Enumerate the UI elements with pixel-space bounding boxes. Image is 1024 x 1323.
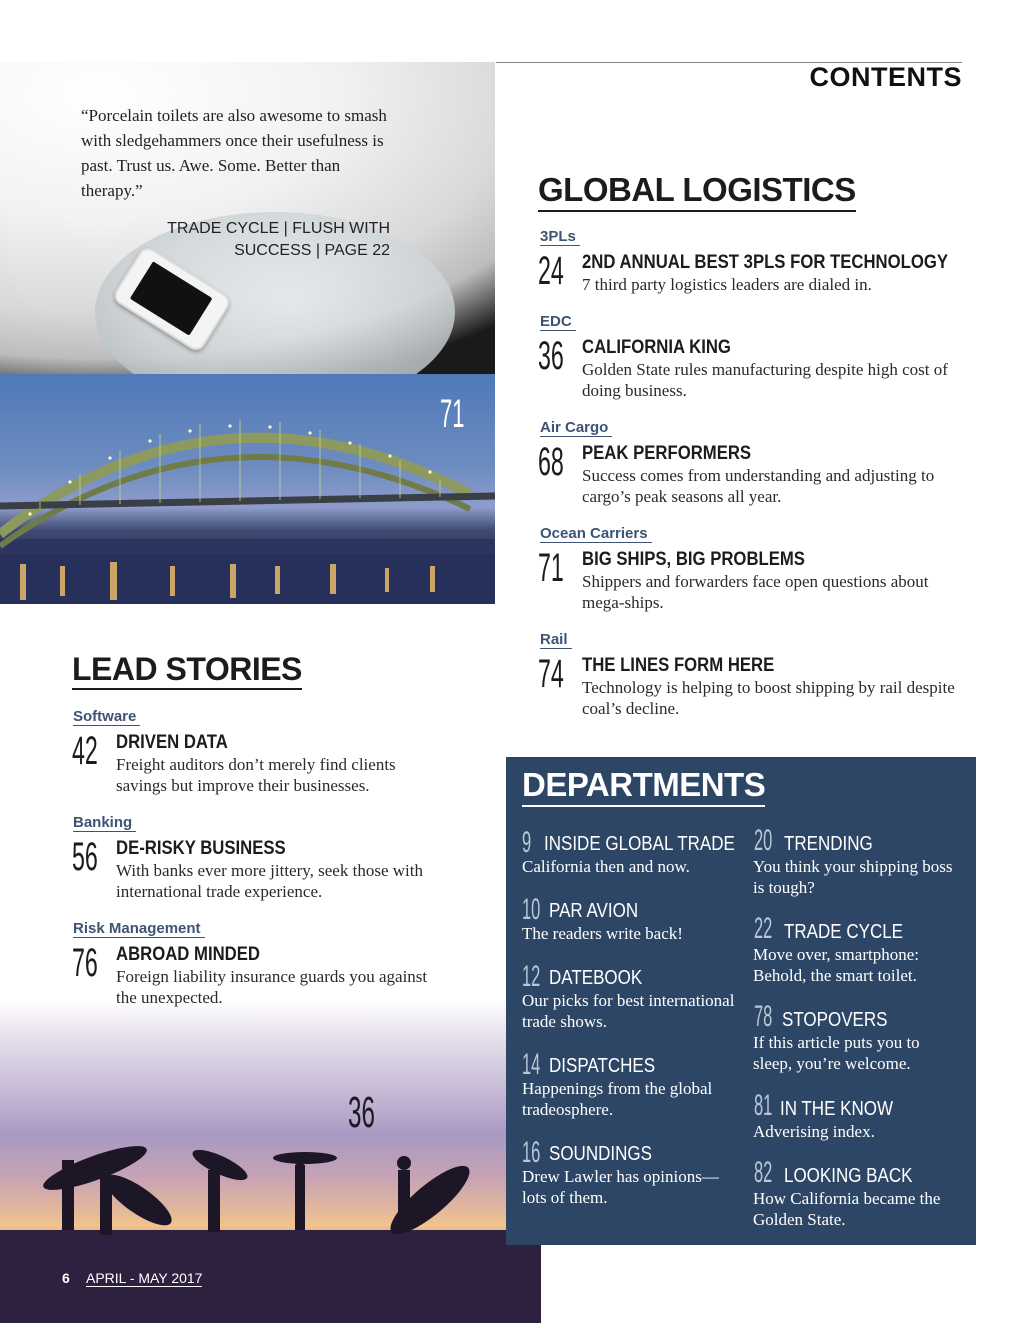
dept-desc-soundings: Drew Lawler has opinions—lots of them.	[522, 1167, 719, 1207]
surfers-silhouettes	[0, 1000, 541, 1323]
bridge-photo	[0, 374, 495, 604]
gl-title-lines-form-here[interactable]: THE LINES FORM HERE	[582, 655, 775, 676]
gl-page-24: 24	[538, 249, 564, 293]
dept-page-78: 78	[754, 1000, 773, 1033]
dept-page-81: 81	[754, 1089, 773, 1122]
gl-desc-peak-performers: Success comes from understanding and adjusting to cargo’s peak seasons all year.	[582, 466, 935, 506]
gl-category-rail: Rail	[540, 631, 572, 649]
lead-title-de-risky-business[interactable]: DE-RISKY BUSINESS	[116, 838, 286, 859]
lead-title-driven-data[interactable]: DRIVEN DATA	[116, 732, 228, 753]
bridge-illustration	[0, 374, 495, 604]
gl-desc-big-ships: Shippers and forwarders face open questions about mega-ships.	[582, 572, 929, 612]
gl-category-edc: EDC	[540, 313, 576, 331]
lead-desc-de-risky-business: With banks ever more jittery, seek those with international trade experience.	[116, 861, 423, 901]
dept-page-16: 16	[522, 1136, 541, 1169]
gl-desc-lines-form-here: Technology is helping to boost shipping by rail despite coal’s decline.	[582, 678, 955, 718]
lead-title-abroad-minded[interactable]: ABROAD MINDED	[116, 944, 260, 965]
dept-title-stopovers[interactable]: STOPOVERS	[782, 1009, 888, 1031]
gl-category-air-cargo: Air Cargo	[540, 419, 612, 437]
dept-page-14: 14	[522, 1048, 541, 1081]
dept-page-9: 9	[522, 826, 532, 859]
dept-title-in-the-know[interactable]: IN THE KNOW	[780, 1098, 894, 1120]
dept-desc-inside-global-trade: California then and now.	[522, 857, 690, 876]
lead-page-76: 76	[72, 941, 98, 985]
dept-page-12: 12	[522, 960, 541, 993]
dept-desc-in-the-know: Adverising index.	[753, 1122, 875, 1141]
citation-line-1: TRADE CYCLE | FLUSH WITH	[167, 220, 390, 237]
dept-title-trending[interactable]: TRENDING	[784, 833, 873, 855]
lead-category-banking: Banking	[73, 814, 136, 832]
pull-quote: “Porcelain toilets are also awesome to smash with sledgehammers once their usefulness is past. Trust us. Awe. Some. Better than therapy.”	[81, 106, 387, 200]
dept-desc-trending: You think your shipping boss is tough?	[753, 857, 953, 897]
gl-title-big-ships[interactable]: BIG SHIPS, BIG PROBLEMS	[582, 549, 805, 570]
dept-desc-stopovers: If this article puts you to sleep, you’re welcome.	[753, 1033, 920, 1073]
gl-title-best-3pls[interactable]: 2ND ANNUAL BEST 3PLS FOR TECHNOLOGY	[582, 252, 949, 273]
page-title: CONTENTS	[809, 62, 962, 92]
gl-desc-california-king: Golden State rules manufacturing despite high cost of doing business.	[582, 360, 948, 400]
dept-page-82: 82	[754, 1156, 773, 1189]
dept-page-10: 10	[522, 893, 541, 926]
dept-desc-dispatches: Happenings from the global tradeosphere.	[522, 1079, 713, 1119]
gl-page-74: 74	[538, 652, 564, 696]
dept-page-20: 20	[754, 824, 773, 857]
folio-issue-date: APRIL - MAY 2017	[86, 1270, 203, 1286]
dept-title-par-avion[interactable]: PAR AVION	[549, 900, 639, 922]
dept-title-dispatches[interactable]: DISPATCHES	[549, 1055, 656, 1077]
gl-desc-best-3pls: 7 third party logistics leaders are dialed in.	[582, 275, 872, 294]
dept-desc-looking-back: How California became the Golden State.	[753, 1189, 941, 1229]
lead-stories-heading: LEAD STORIES	[72, 650, 302, 690]
dept-title-inside-global-trade[interactable]: INSIDE GLOBAL TRADE	[544, 833, 735, 855]
dept-title-soundings[interactable]: SOUNDINGS	[549, 1143, 652, 1165]
folio-page-number: 6	[62, 1270, 70, 1286]
dept-desc-datebook: Our picks for best international trade shows.	[522, 991, 735, 1031]
lead-desc-abroad-minded: Foreign liability insurance guards you against the unexpected.	[116, 967, 428, 1007]
lead-category-risk-management: Risk Management	[73, 920, 205, 938]
global-logistics-heading: GLOBAL LOGISTICS	[538, 170, 856, 212]
gl-category-ocean-carriers: Ocean Carriers	[540, 525, 652, 543]
dept-title-trade-cycle[interactable]: TRADE CYCLE	[784, 921, 904, 943]
dept-page-22: 22	[754, 912, 773, 945]
departments-heading: DEPARTMENTS	[522, 765, 765, 807]
gl-title-peak-performers[interactable]: PEAK PERFORMERS	[582, 443, 752, 464]
pull-quote-citation	[150, 218, 390, 262]
gl-page-36: 36	[538, 334, 564, 378]
lead-page-56: 56	[72, 835, 98, 879]
gl-title-california-king[interactable]: CALIFORNIA KING	[582, 337, 731, 358]
sunset-page-number: 36	[348, 1088, 375, 1137]
gl-category-3pls: 3PLs	[540, 228, 580, 246]
sunset-surfers-photo	[0, 1000, 541, 1323]
lead-desc-driven-data: Freight auditors don’t merely find clients savings but improve their businesses.	[116, 755, 396, 795]
lead-page-42: 42	[72, 729, 98, 773]
dept-title-looking-back[interactable]: LOOKING BACK	[784, 1165, 913, 1187]
citation-line-2: SUCCESS | PAGE 22	[234, 242, 390, 259]
bridge-page-number: 71	[440, 392, 465, 436]
lead-category-software: Software	[73, 708, 140, 726]
dept-desc-par-avion: The readers write back!	[522, 924, 683, 943]
gl-page-68: 68	[538, 440, 564, 484]
dept-desc-trade-cycle: Move over, smartphone: Behold, the smart toilet.	[753, 945, 919, 985]
gl-page-71: 71	[538, 546, 564, 590]
dept-title-datebook[interactable]: DATEBOOK	[549, 967, 643, 989]
